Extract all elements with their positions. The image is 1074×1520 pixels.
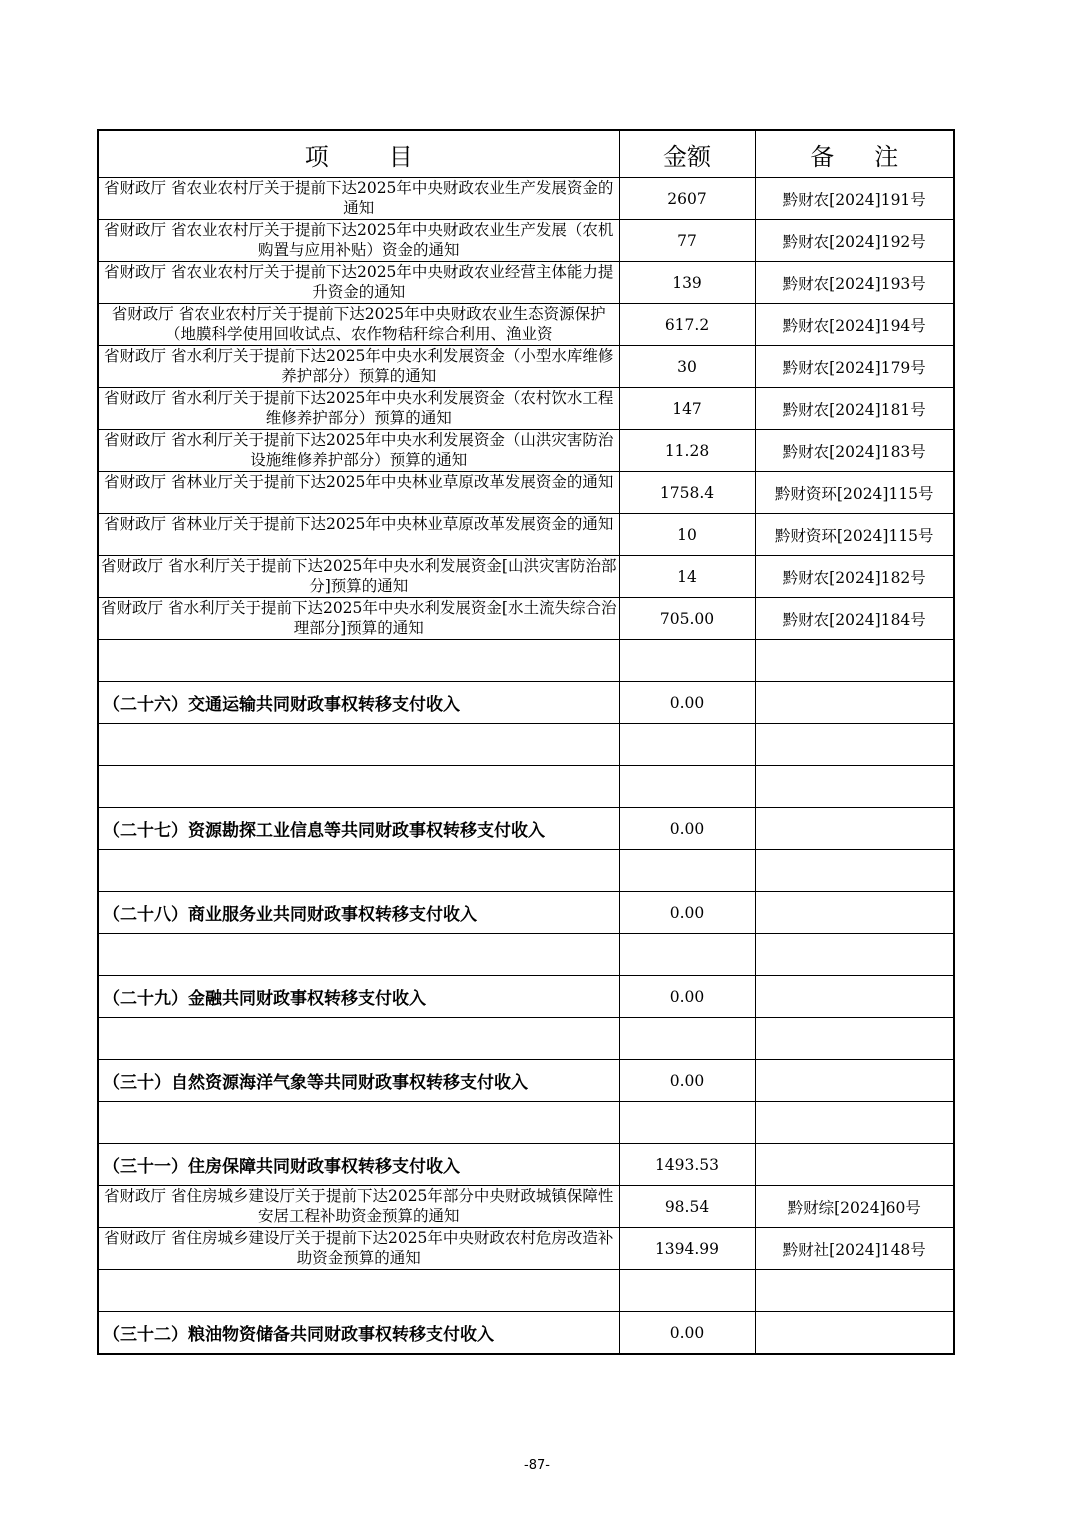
item-name-cell: 省财政厅 省水利厅关于提前下达2025年中央水利发展资金（小型水库维修养护部分）预算的通知 <box>98 346 619 388</box>
blank-row <box>98 724 954 766</box>
table-body <box>98 178 954 1355</box>
note-cell <box>755 682 954 724</box>
category-row <box>98 808 954 850</box>
amount-cell: 2607 <box>619 178 755 220</box>
note-cell: 黔财农[2024]194号 <box>755 304 954 346</box>
note-cell: 黔财农[2024]183号 <box>755 430 954 472</box>
item-name-cell: 省财政厅 省林业厅关于提前下达2025年中央林业草原改革发展资金的通知 <box>98 472 619 514</box>
amount-cell: 0.00 <box>619 808 755 850</box>
amount-cell <box>619 724 755 766</box>
table-row <box>98 556 954 598</box>
amount-cell: 1493.53 <box>619 1144 755 1186</box>
note-cell: 黔财资环[2024]115号 <box>755 472 954 514</box>
note-cell <box>755 808 954 850</box>
note-cell <box>755 934 954 976</box>
table-row <box>98 262 954 304</box>
table-row <box>98 388 954 430</box>
note-cell <box>755 1102 954 1144</box>
table-row <box>98 304 954 346</box>
amount-cell: 1394.99 <box>619 1228 755 1270</box>
budget-table <box>97 129 955 1355</box>
item-name-cell: （三十一）住房保障共同财政事权转移支付收入 <box>98 1144 619 1186</box>
table-row <box>98 346 954 388</box>
item-name-cell: （二十六）交通运输共同财政事权转移支付收入 <box>98 682 619 724</box>
note-cell <box>755 1270 954 1312</box>
item-name-cell: 省财政厅 省农业农村厅关于提前下达2025年中央财政农业生态资源保护（地膜科学使用回收试点、农作物秸秆综合利用、渔业资 <box>98 304 619 346</box>
note-cell: 黔财农[2024]184号 <box>755 598 954 640</box>
table-row <box>98 220 954 262</box>
item-name-cell: 省财政厅 省水利厅关于提前下达2025年中央水利发展资金[山洪灾害防治部分]预算的通知 <box>98 556 619 598</box>
item-name-cell: （三十二）粮油物资储备共同财政事权转移支付收入 <box>98 1312 619 1355</box>
note-cell <box>755 850 954 892</box>
note-cell <box>755 640 954 682</box>
item-name-cell <box>98 934 619 976</box>
item-name-cell: （二十八）商业服务业共同财政事权转移支付收入 <box>98 892 619 934</box>
blank-row <box>98 850 954 892</box>
amount-cell <box>619 1102 755 1144</box>
blank-row <box>98 934 954 976</box>
amount-cell: 0.00 <box>619 1060 755 1102</box>
item-name-cell: 省财政厅 省水利厅关于提前下达2025年中央水利发展资金（山洪灾害防治设施维修养护部分）预算的通知 <box>98 430 619 472</box>
table-row <box>98 514 954 556</box>
amount-cell <box>619 1270 755 1312</box>
note-cell <box>755 766 954 808</box>
amount-cell: 30 <box>619 346 755 388</box>
note-cell <box>755 1060 954 1102</box>
amount-cell <box>619 1018 755 1060</box>
amount-cell <box>619 934 755 976</box>
amount-cell: 77 <box>619 220 755 262</box>
table-row <box>98 430 954 472</box>
category-row <box>98 1060 954 1102</box>
amount-cell <box>619 640 755 682</box>
amount-cell: 0.00 <box>619 976 755 1018</box>
header-note: 备注 <box>755 130 954 178</box>
amount-cell <box>619 766 755 808</box>
item-name-cell: 省财政厅 省农业农村厅关于提前下达2025年中央财政农业生产发展（农机购置与应用补贴）资金的通知 <box>98 220 619 262</box>
table-row <box>98 1228 954 1270</box>
note-cell: 黔财农[2024]193号 <box>755 262 954 304</box>
amount-cell: 147 <box>619 388 755 430</box>
item-name-cell <box>98 1018 619 1060</box>
table-row <box>98 1186 954 1228</box>
amount-cell: 1758.4 <box>619 472 755 514</box>
item-name-cell: 省财政厅 省住房城乡建设厅关于提前下达2025年中央财政农村危房改造补助资金预算的通知 <box>98 1228 619 1270</box>
category-row <box>98 1312 954 1355</box>
item-name-cell <box>98 850 619 892</box>
note-cell: 黔财农[2024]179号 <box>755 346 954 388</box>
amount-cell: 98.54 <box>619 1186 755 1228</box>
category-row <box>98 1144 954 1186</box>
category-row <box>98 682 954 724</box>
category-row <box>98 976 954 1018</box>
amount-cell: 14 <box>619 556 755 598</box>
amount-cell: 10 <box>619 514 755 556</box>
category-row <box>98 892 954 934</box>
header-item: 项目 <box>98 130 619 178</box>
amount-cell: 139 <box>619 262 755 304</box>
blank-row <box>98 1102 954 1144</box>
item-name-cell <box>98 766 619 808</box>
table-row <box>98 472 954 514</box>
note-cell <box>755 1144 954 1186</box>
header-amount: 金额 <box>619 130 755 178</box>
amount-cell: 0.00 <box>619 892 755 934</box>
table-header-row <box>98 130 954 178</box>
item-name-cell: （三十）自然资源海洋气象等共同财政事权转移支付收入 <box>98 1060 619 1102</box>
blank-row <box>98 640 954 682</box>
item-name-cell: （二十九）金融共同财政事权转移支付收入 <box>98 976 619 1018</box>
table-row <box>98 598 954 640</box>
note-cell: 黔财农[2024]191号 <box>755 178 954 220</box>
amount-cell: 11.28 <box>619 430 755 472</box>
note-cell <box>755 892 954 934</box>
item-name-cell: （二十七）资源勘探工业信息等共同财政事权转移支付收入 <box>98 808 619 850</box>
item-name-cell: 省财政厅 省住房城乡建设厅关于提前下达2025年部分中央财政城镇保障性安居工程补助资金预算的通知 <box>98 1186 619 1228</box>
item-name-cell: 省财政厅 省农业农村厅关于提前下达2025年中央财政农业生产发展资金的通知 <box>98 178 619 220</box>
item-name-cell: 省财政厅 省水利厅关于提前下达2025年中央水利发展资金[水土流失综合治理部分]预算的通知 <box>98 598 619 640</box>
note-cell: 黔财农[2024]192号 <box>755 220 954 262</box>
amount-cell: 617.2 <box>619 304 755 346</box>
item-name-cell: 省财政厅 省农业农村厅关于提前下达2025年中央财政农业经营主体能力提升资金的通知 <box>98 262 619 304</box>
item-name-cell <box>98 640 619 682</box>
note-cell: 黔财综[2024]60号 <box>755 1186 954 1228</box>
amount-cell: 0.00 <box>619 1312 755 1355</box>
amount-cell: 705.00 <box>619 598 755 640</box>
item-name-cell: 省财政厅 省林业厅关于提前下达2025年中央林业草原改革发展资金的通知 <box>98 514 619 556</box>
note-cell <box>755 1312 954 1355</box>
item-name-cell <box>98 1102 619 1144</box>
page-number: -87- <box>524 1458 550 1473</box>
note-cell: 黔财农[2024]182号 <box>755 556 954 598</box>
note-cell: 黔财社[2024]148号 <box>755 1228 954 1270</box>
item-name-cell: 省财政厅 省水利厅关于提前下达2025年中央水利发展资金（农村饮水工程维修养护部分）预算的通知 <box>98 388 619 430</box>
note-cell <box>755 976 954 1018</box>
note-cell: 黔财资环[2024]115号 <box>755 514 954 556</box>
blank-row <box>98 766 954 808</box>
amount-cell: 0.00 <box>619 682 755 724</box>
item-name-cell <box>98 1270 619 1312</box>
amount-cell <box>619 850 755 892</box>
table-row <box>98 178 954 220</box>
note-cell: 黔财农[2024]181号 <box>755 388 954 430</box>
note-cell <box>755 724 954 766</box>
blank-row <box>98 1018 954 1060</box>
item-name-cell <box>98 724 619 766</box>
blank-row <box>98 1270 954 1312</box>
note-cell <box>755 1018 954 1060</box>
